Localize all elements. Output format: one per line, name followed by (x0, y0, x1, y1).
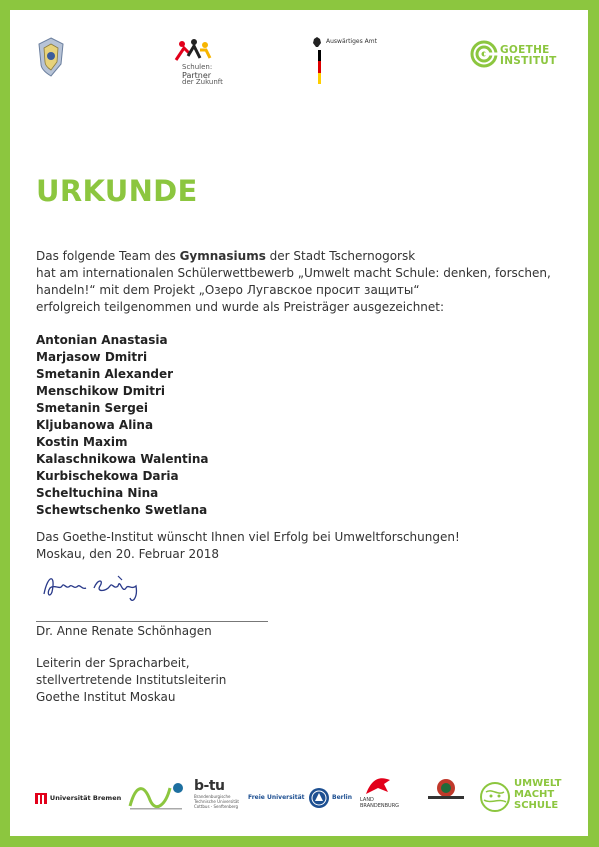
list-item: Scheltuchina Nina (36, 486, 159, 500)
gymnasium-crest-logo (36, 36, 66, 80)
list-item: Menschikow Dmitri (36, 384, 166, 398)
btu-sub-3: Cottbus - Senftenberg (194, 804, 239, 809)
uni-bremen-icon (34, 791, 48, 805)
naturwissenschaft-logo (126, 774, 188, 814)
umwelt-macht-schule-logo (478, 776, 578, 820)
goethe-line-1: GOETHE (500, 44, 550, 56)
partner-line-1: Schulen: (182, 63, 213, 71)
intro-paragraph (36, 248, 576, 316)
list-item: Smetanin Alexander (36, 367, 174, 381)
auswaertiges-amt-logo (312, 36, 396, 88)
uni-bremen-text: Universität Bremen (49, 794, 122, 802)
list-item: Kostin Maxim (36, 435, 128, 449)
signer-role (36, 655, 226, 706)
intro-line-1-pre: Das folgende Team des (36, 249, 180, 263)
intro-line-1-post: der Stadt Tschernogorsk (265, 249, 416, 263)
fu-seal-icon (308, 787, 330, 809)
eagle-icon (364, 774, 394, 798)
date-text: Moskau, den 20. Februar 2018 (36, 547, 220, 561)
goethe-swirl-icon (470, 40, 498, 68)
certificate-title: URKUNDE (36, 174, 198, 208)
umwelt-line-3: SCHULE (514, 800, 559, 811)
goethe-institut-logo (470, 36, 566, 80)
btu-logo (194, 778, 252, 818)
certificate-page (10, 10, 588, 836)
signature-line (36, 621, 268, 622)
list-item: Marjasow Dmitri (36, 350, 148, 364)
partner-line-3: der Zukunft (182, 78, 223, 86)
list-item: Antonian Anastasia (36, 333, 168, 347)
role-line-1: Leiterin der Spracharbeit, (36, 656, 190, 670)
university-emblem-logo (418, 778, 476, 820)
globe-icon (478, 780, 512, 814)
intro-line-1 (36, 248, 576, 265)
btu-sub-2: Technische Universität (194, 799, 239, 804)
list-item: Kalaschnikowa Walentina (36, 452, 209, 466)
eagle-icon (312, 36, 322, 48)
intro-line-4: erfolgreich teilgenommen und wurde als Preisträger ausgezeichnet: (36, 300, 445, 314)
wish-text: Das Goethe-Institut wünscht Ihnen viel Erfolg bei Umweltforschungen! (36, 530, 460, 544)
schulen-partner-logo (164, 38, 234, 92)
intro-line-3: handeln!“ mit dem Projekt „Озеро Лугавское просит защиты“ (36, 283, 420, 297)
school-type: Gymnasiums (179, 249, 266, 263)
list-item: Smetanin Sergei (36, 401, 149, 415)
german-flag-icon (318, 50, 321, 84)
umwelt-line-2: MACHT (514, 789, 555, 800)
lb-line-1: LAND (360, 797, 374, 803)
auswaertiges-amt-text: Auswärtiges Amt (326, 38, 377, 45)
winner-names-list (36, 332, 209, 519)
goethe-line-2: INSTITUT (500, 55, 557, 67)
role-line-3: Goethe Institut Moskau (36, 690, 176, 704)
list-item: Kurbischekowa Daria (36, 469, 179, 483)
signer-name: Dr. Anne Renate Schönhagen (36, 624, 212, 638)
umwelt-line-1: UMWELT (514, 778, 562, 789)
fu-berlin-text-1: Freie Universität (248, 794, 305, 801)
land-brandenburg-logo (356, 774, 402, 820)
btu-text: b-tu (194, 778, 225, 794)
role-line-2: stellvertretende Institutsleiterin (36, 673, 227, 687)
fu-berlin-text-2: Berlin (332, 794, 352, 801)
list-item: Kljubanowa Alina (36, 418, 154, 432)
fu-berlin-logo (248, 786, 360, 814)
partner-line-2: Partner (182, 70, 212, 80)
uni-bremen-logo (34, 791, 121, 805)
btu-sub-1: Brandenburgische (194, 794, 231, 799)
handwritten-signature (40, 568, 150, 608)
list-item: Schewtschenko Swetlana (36, 503, 208, 517)
intro-line-2: hat am internationalen Schülerwettbewerb „Umwelt macht Schule: denken, forschen, (36, 266, 551, 280)
lb-line-2: BRANDENBURG (360, 802, 400, 809)
